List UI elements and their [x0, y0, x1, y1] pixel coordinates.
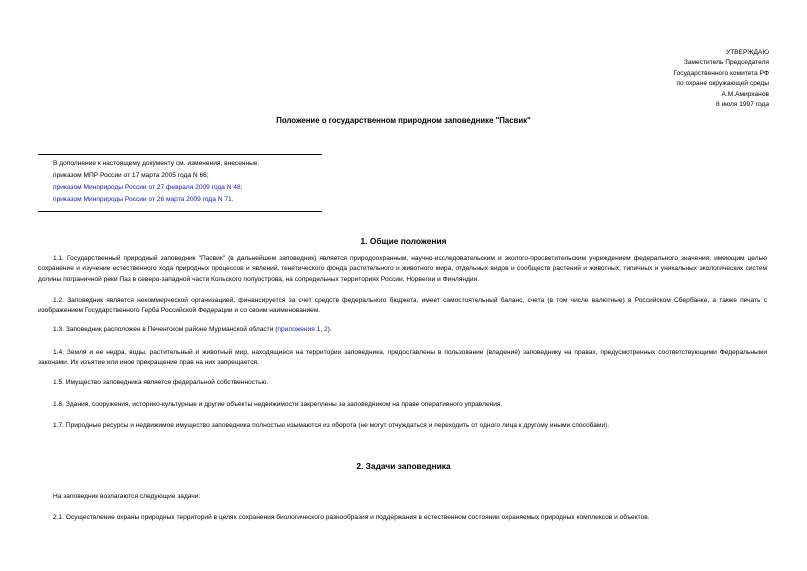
amendment-link-2009-71[interactable]: приказом Минприроды России от 26 марта 2009 года N 71. — [53, 196, 234, 203]
section-heading-tasks: 2. Задачи заповедника — [356, 461, 451, 471]
paragraph-2-1: 2.1. Осуществление охраны природных территорий в целях сохранения биологического разнообразия и поддержания в естественном состоянии охраняемых природных комплексов и объектов. — [53, 514, 650, 521]
approval-line: А.М.Амирханов — [721, 90, 769, 98]
paragraph-1-3-end: ). — [327, 326, 332, 333]
approval-block — [674, 48, 770, 110]
paragraph-1-3 — [38, 325, 767, 335]
approval-line: 8 июля 1997 года — [715, 101, 769, 109]
approval-line: УТВЕРЖДАЮ — [726, 49, 769, 56]
approval-line: Заместитель Председателя — [683, 59, 769, 67]
paragraph-1-5: 1.5. Имущество заповедника является федеральной собственностью. — [53, 379, 269, 386]
appendix-link[interactable]: приложения 1, 2 — [277, 326, 328, 333]
paragraph-1-7: 1.7. Природные ресурсы и недвижимое имущество заповедника полностью изымаются из оборота (не могут отчуждаться и переходить от одного лица к другому иными способами). — [53, 422, 610, 429]
paragraph-1-6: 1.6. Здания, сооружения, историко-культурные и другие объекты недвижимости закреплены за заповедником на праве оперативного управления. — [53, 401, 503, 408]
section-heading-general: 1. Общие положения — [360, 236, 447, 246]
approval-line: по охране окружающей среды — [676, 80, 769, 88]
paragraph-1-3-text: 1.3. Заповедник расположен в Печенгском районе Мурманской области ( — [53, 326, 278, 333]
paragraph-1-4: 1.4. Земля и ее недра, воды, растительный и животный мир, находящиеся на территории заповедника, предоставлены в пользование (владение) заповеднику на правах, предусмотренных соответствующими Федеральными законами. Их изъятие или иное прекращение прав на них запрещается. — [38, 349, 767, 367]
approval-line: Государственного комитета РФ — [673, 69, 769, 77]
amendment-link-2009-48[interactable]: приказом Минприроды России от 27 февраля 2009 года N 48; — [53, 184, 243, 191]
amendments-intro: В дополнение к настоящему документу см. изменения, внесенные: — [53, 160, 260, 167]
document-title: Положение о государственном природном заповеднике "Пасвик" — [276, 116, 531, 125]
paragraph-2-intro: На заповедник возлагаются следующие задачи: — [53, 493, 201, 500]
amendment-order-2005: приказом МПР России от 17 марта 2005 года N 66; — [53, 172, 209, 179]
paragraph-1-1: 1.1. Государственный природный заповедник "Пасвик" (в дальнейшем заповедник) является природоохранным, научно-исследовательским и эколого-просветительским учреждением федерального значения, имеющим целью сохранение и изучение естественного хода природных процессов и явлений, генетического фонда растительного и животного мира, отдельных видов и сообществ растений и животных, типичных и уникальных экологических систем долины пограничной реки Паз в северо-западной части Кольского полуострова, на сопредельных территориях России, Норвегии и Финляндии. — [38, 255, 767, 283]
amendments-box — [38, 154, 322, 212]
paragraph-1-2: 1.2. Заповедник является некоммерческой организацией, финансируется за счет средств федерального бюджета, имеет самостоятельный баланс, счета (в том числе валютные) в Российском Сбербанке, а также печать с изображением Государственного Герба Российской Федерации и со своим наименованием. — [38, 297, 767, 315]
